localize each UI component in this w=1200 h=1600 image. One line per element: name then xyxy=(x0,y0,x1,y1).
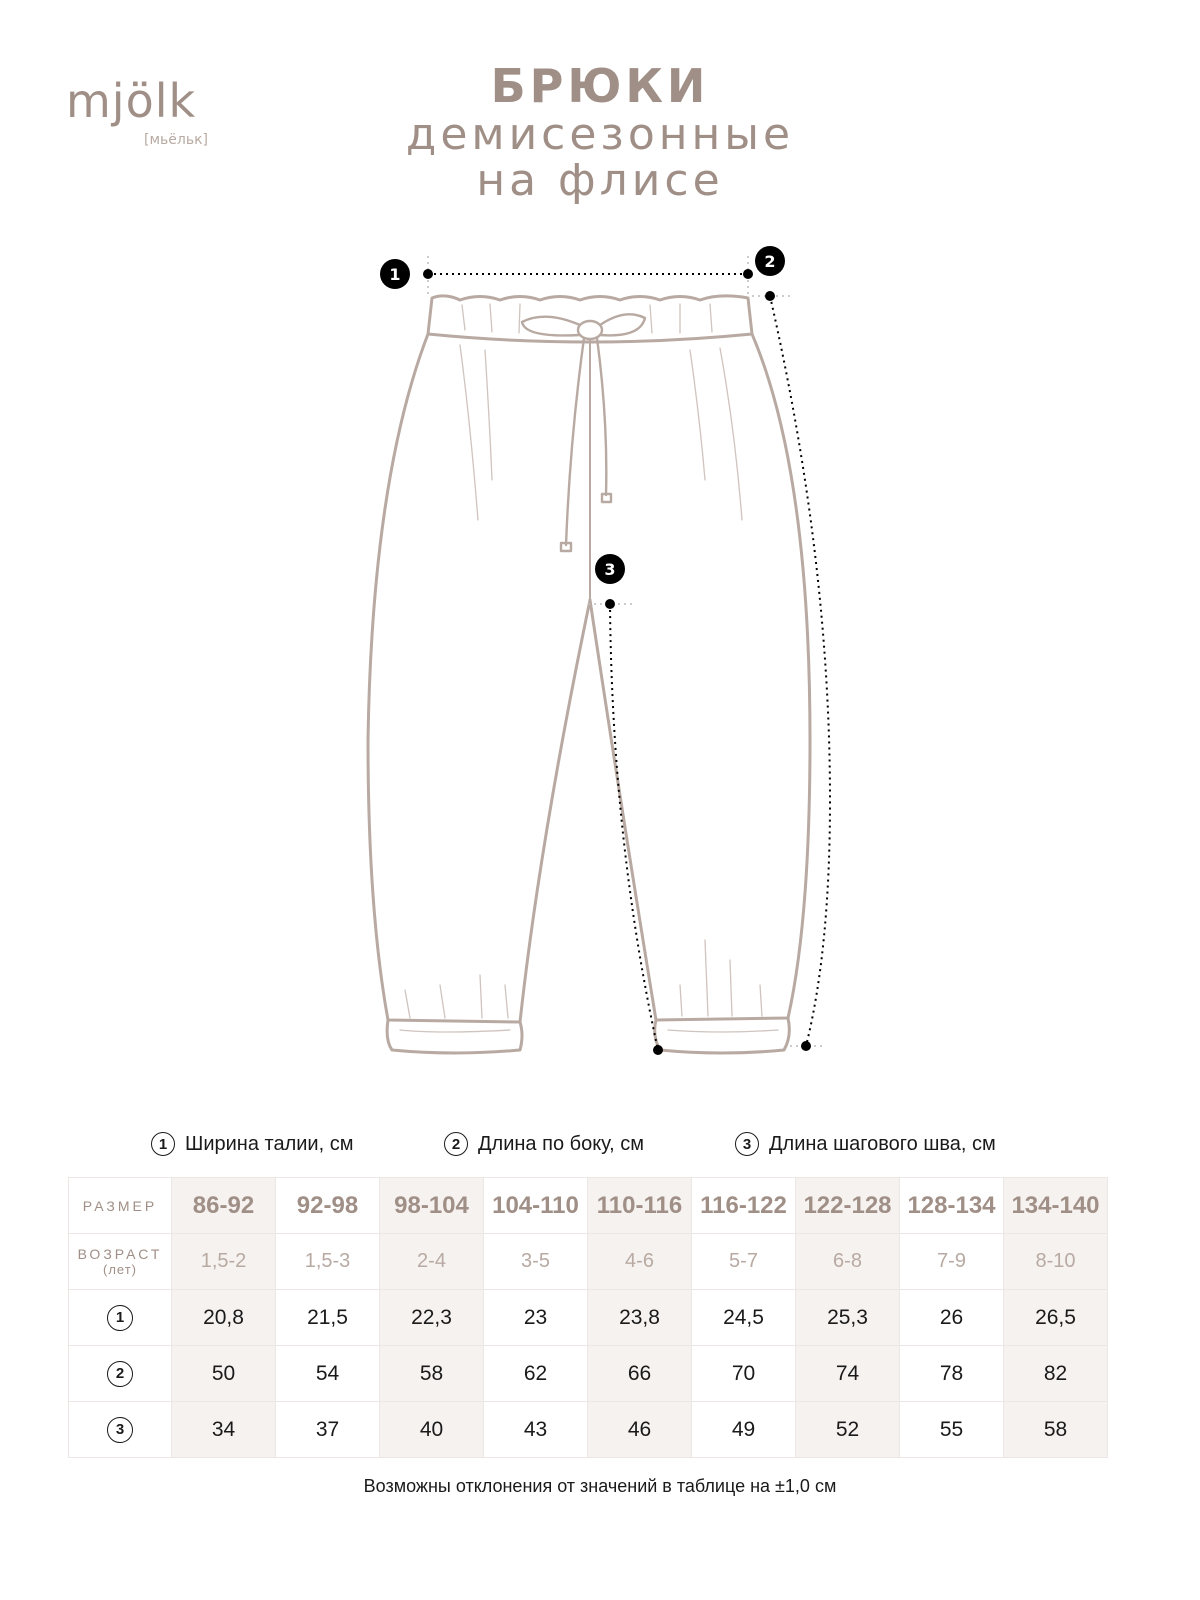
value-cell: 50 xyxy=(172,1346,276,1402)
age-header xyxy=(69,1234,172,1290)
size-cell: 86-92 xyxy=(172,1178,276,1234)
product-title xyxy=(300,60,900,204)
row-number-cell xyxy=(69,1346,172,1402)
legend-item-waist xyxy=(151,1128,353,1160)
title-line-2: демисезонные xyxy=(405,109,795,160)
pants-drawing xyxy=(300,230,900,1110)
size-cell: 92-98 xyxy=(276,1178,380,1234)
value-cell: 22,3 xyxy=(380,1290,484,1346)
value-cell: 74 xyxy=(796,1346,900,1402)
row-number-cell xyxy=(69,1402,172,1458)
size-header: РАЗМЕР xyxy=(69,1178,172,1234)
value-cell: 49 xyxy=(692,1402,796,1458)
value-cell: 55 xyxy=(900,1402,1004,1458)
table-row-waist xyxy=(69,1290,1108,1346)
value-cell: 40 xyxy=(380,1402,484,1458)
legend-item-side-length xyxy=(444,1128,644,1160)
value-cell: 26 xyxy=(900,1290,1004,1346)
tolerance-note: Возможны отклонения от значений в таблице на ±1,0 см xyxy=(363,1476,837,1496)
row-number-3: 3 xyxy=(107,1417,133,1443)
value-cell: 26,5 xyxy=(1004,1290,1108,1346)
size-cell: 134-140 xyxy=(1004,1178,1108,1234)
logo-pronunciation: [мьёльк] xyxy=(144,132,209,148)
title-main: БРЮКИ xyxy=(490,59,710,113)
size-cell: 104-110 xyxy=(484,1178,588,1234)
value-cell: 43 xyxy=(484,1402,588,1458)
age-cell: 5-7 xyxy=(692,1234,796,1290)
value-cell: 24,5 xyxy=(692,1290,796,1346)
legend-item-inseam xyxy=(735,1128,996,1160)
value-cell: 82 xyxy=(1004,1346,1108,1402)
age-cell: 7-9 xyxy=(900,1234,1004,1290)
age-cell: 1,5-3 xyxy=(276,1234,380,1290)
drawstring-tie-right xyxy=(597,338,606,495)
size-row xyxy=(69,1178,1108,1234)
marker-2 xyxy=(755,246,785,276)
row-number-2: 2 xyxy=(107,1361,133,1387)
size-cell: 98-104 xyxy=(380,1178,484,1234)
left-cuff-outline xyxy=(387,1020,522,1053)
value-cell: 20,8 xyxy=(172,1290,276,1346)
svg-text:3: 3 xyxy=(604,560,616,579)
value-cell: 78 xyxy=(900,1346,1004,1402)
age-cell: 4-6 xyxy=(588,1234,692,1290)
age-cell: 1,5-2 xyxy=(172,1234,276,1290)
age-cell: 2-4 xyxy=(380,1234,484,1290)
value-cell: 58 xyxy=(1004,1402,1108,1458)
age-header-unit: (лет) xyxy=(103,1261,137,1277)
legend-number-3: 3 xyxy=(735,1132,759,1156)
age-row xyxy=(69,1234,1108,1290)
logo-wordmark: mjölk xyxy=(66,74,197,128)
drawstring-tie-left xyxy=(566,338,584,545)
legend-label-waist: Ширина талии, см xyxy=(185,1132,354,1155)
value-cell: 70 xyxy=(692,1346,796,1402)
drawstring-bow xyxy=(522,314,645,335)
value-cell: 46 xyxy=(588,1402,692,1458)
legend-number-1: 1 xyxy=(151,1132,175,1156)
value-cell: 23,8 xyxy=(588,1290,692,1346)
table-row-side-length xyxy=(69,1346,1108,1402)
table-row-inseam xyxy=(69,1402,1108,1458)
svg-text:2: 2 xyxy=(764,252,776,271)
value-cell: 21,5 xyxy=(276,1290,380,1346)
age-header-label: ВОЗРАСТ xyxy=(77,1245,163,1262)
value-cell: 58 xyxy=(380,1346,484,1402)
brand-logo xyxy=(66,74,226,148)
age-cell: 8-10 xyxy=(1004,1234,1108,1290)
value-cell: 37 xyxy=(276,1402,380,1458)
svg-text:1: 1 xyxy=(389,265,401,284)
row-number-cell xyxy=(69,1290,172,1346)
size-cell: 128-134 xyxy=(900,1178,1004,1234)
size-cell: 122-128 xyxy=(796,1178,900,1234)
size-cell: 110-116 xyxy=(588,1178,692,1234)
drawstring-knot xyxy=(578,321,602,339)
age-cell: 3-5 xyxy=(484,1234,588,1290)
legend-number-2: 2 xyxy=(444,1132,468,1156)
size-table xyxy=(68,1177,1108,1458)
right-leg-outline xyxy=(590,334,810,1020)
title-line-3: на флисе xyxy=(476,155,724,206)
age-cell: 6-8 xyxy=(796,1234,900,1290)
row-number-1: 1 xyxy=(107,1305,133,1331)
right-cuff-outline xyxy=(655,1018,790,1053)
value-cell: 62 xyxy=(484,1346,588,1402)
value-cell: 52 xyxy=(796,1402,900,1458)
size-cell: 116-122 xyxy=(692,1178,796,1234)
value-cell: 23 xyxy=(484,1290,588,1346)
left-leg-outline xyxy=(368,334,590,1022)
marker-1 xyxy=(380,259,410,289)
value-cell: 66 xyxy=(588,1346,692,1402)
value-cell: 25,3 xyxy=(796,1290,900,1346)
waistband-outline xyxy=(428,296,752,342)
legend-label-inseam: Длина шагового шва, см xyxy=(769,1132,996,1155)
marker-3 xyxy=(595,554,625,584)
legend-label-side-length: Длина по боку, см xyxy=(478,1132,645,1155)
value-cell: 34 xyxy=(172,1402,276,1458)
value-cell: 54 xyxy=(276,1346,380,1402)
